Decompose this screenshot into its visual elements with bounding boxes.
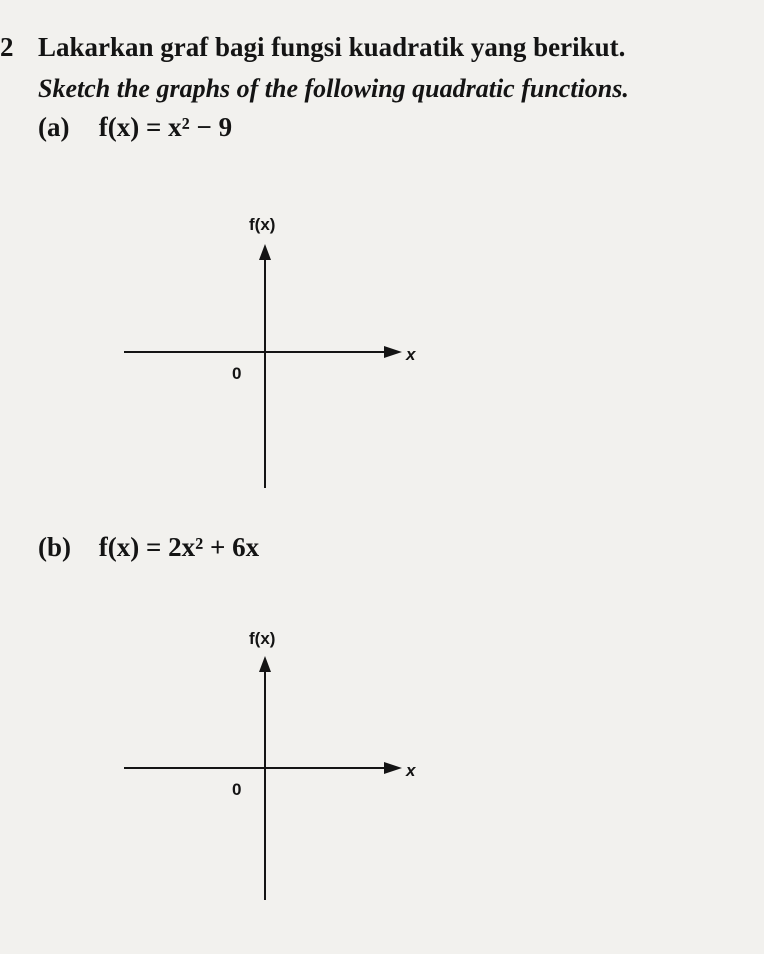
part-a-axes-svg [110, 206, 430, 506]
part-a-y-label: f(x) [249, 215, 276, 234]
part-a-x-label: x [406, 345, 416, 364]
question-title-malay: Lakarkan graf bagi fungsi kuadratik yang berikut. [38, 32, 626, 62]
part-b-y-label: f(x) [249, 629, 276, 648]
part-a-x-arrow [384, 346, 402, 358]
part-b-origin-label: 0 [232, 780, 242, 799]
part-b-label: (b) [38, 532, 71, 562]
part-a-label: (a) [38, 112, 70, 142]
part-b-axes [110, 618, 430, 918]
part-a-y-arrow [259, 244, 271, 260]
part-b-function: f(x) = 2x² + 6x [98, 532, 260, 562]
part-a-function: f(x) = x² − 9 [98, 112, 233, 142]
part-a-heading [38, 112, 232, 143]
part-a-axes [110, 206, 430, 506]
part-b-x-arrow [384, 762, 402, 774]
part-b-axes-svg [110, 618, 430, 918]
part-a-origin-label: 0 [232, 364, 242, 383]
question-title-english: Sketch the graphs of the following quadratic functions. [38, 74, 629, 103]
question-number: 2 [0, 32, 14, 62]
part-b-x-label: x [406, 761, 416, 780]
part-b-y-arrow [259, 656, 271, 672]
part-b-heading [38, 532, 259, 563]
